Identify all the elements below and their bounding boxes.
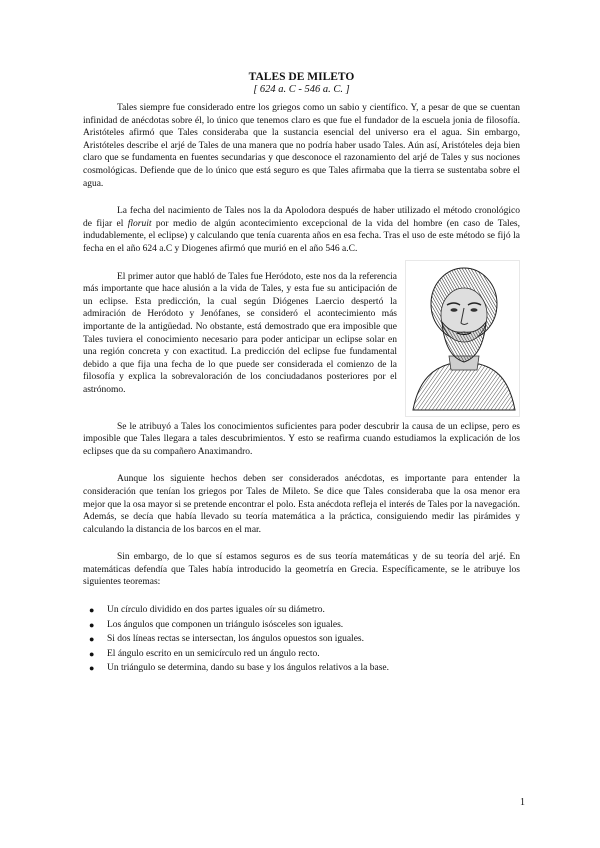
paragraph-mathematics: Sin embargo, de lo que sí estamos seguros es de sus teoría matemáticas y de su teoría del arjé. En matemáticas defendía que Tales había introducido la geometría en Grecia. Específicamente, se le atribuye los siguientes teoremas:	[83, 552, 520, 588]
document-title: TALES DE MILETO	[248, 71, 355, 83]
theorem-text: Un círculo dividido en dos partes iguales oír su diámetro.	[107, 605, 325, 616]
paragraph-intro: Tales siempre fue considerado entre los griegos como un sabio y científico. Y, a pesar de que se cuentan infinidad de anécdotas sobre él, lo único que tenemos claro es que fue el fundador de la escuela jonia de filosofía. Aristóteles afirmó que Tales consideraba que la sustancia esencial del universo era el agua. Sin embargo, Aristóteles describe el arjé de Tales de una manera que no podría haber usado Tales. Aún así, Aristóteles deja bien claro que se fundamenta en fuentes secundarias y que desconoce el razonamiento del arjé de Tales y sus nociones cosmológicas. Defiende que de lo único que está seguro es que Tales afirmaba que la tierra se sustentaba sobre el agua.	[83, 103, 520, 189]
theorem-text: Si dos líneas rectas se intersectan, los ángulos opuestos son iguales.	[107, 634, 364, 645]
theorem-text: Un triángulo se determina, dando su base y los ángulos relativos a la base.	[107, 663, 390, 674]
paragraph-birth-date	[83, 205, 520, 255]
list-item	[83, 604, 520, 617]
paragraph-anecdotes: Aunque los siguiente hechos deben ser considerados anécdotas, es importante para entender la consideración que tenían los griegos por Tales de Mileto. Se dice que Tales consideraba que la osa menor era mejor que la osa mayor si se pretende encontrar el polo. Esta anécdota refleja el interés de Tales por la navegación. Además, se decía que había llevado su teoría matemática a la práctica, consiguiendo medir las pirámides y calculando la distancia de los barcos en el mar.	[83, 474, 520, 535]
bullet-icon: ●	[89, 605, 95, 616]
theorems-list	[83, 604, 520, 675]
paragraph-herodotus: El primer autor que habló de Tales fue Heródoto, este nos da la referencia más importante que hace alusión a la vida de Tales, y esta fue su anticipación de un eclipse. Esta predicción, la cual según Diógenes Laercio despertó la admiración de Heródoto y Jenófanes, se consideró el acontecimiento más importante de la antigüedad. No obstante, está demostrado que era imposible que Tales tuviera el conocimiento necesario para poder anticipar un eclipse solar en una región concreta y con exactitud. La predicción del eclipse fue fundamental debido a que fija una fecha de lo que puede ser considerada el comienzo de la filosofía y explica la sobrevaloración de los conciudadanos posteriores por el astrónomo.	[83, 271, 397, 395]
paragraph-birth-date-text: La fecha del nacimiento de Tales nos la da Apolodora después de haber utilizado el método cronológico de fijar el	[83, 206, 520, 229]
bullet-icon: ●	[89, 619, 95, 630]
list-item	[83, 619, 520, 632]
page-content	[83, 70, 520, 677]
list-item	[83, 633, 520, 646]
theorem-text: Los ángulos que componen un triángulo isósceles son iguales.	[107, 619, 344, 630]
floruit-term: floruit	[127, 218, 152, 229]
list-item	[83, 648, 520, 661]
bullet-icon: ●	[89, 663, 95, 674]
paragraph-eclipse: Se le atribuyó a Tales los conocimientos suficientes para poder descubrir la causa de un eclipse, pero es imposible que Tales llegara a tales descubrimientos. Y esto se reafirma cuando estudiamos la explicación de los eclipses que da su compañero Anaximandro.	[83, 421, 520, 457]
page-number: 1	[520, 797, 525, 808]
list-item	[83, 662, 520, 675]
portrait-image	[405, 260, 520, 417]
document-subtitle: [ 624 a. C - 546 a. C. ]	[253, 84, 350, 95]
bullet-icon: ●	[89, 634, 95, 645]
paragraph-birth-date-rest: por medio de algún acontecimiento excepcional de la vida del hombre (en caso de Tales, indudablemente, el eclipse) y calculando que tenía cuarenta años en esa fecha. Tras el uso de este método se fijó la fecha en el año 624 a.C y Diogenes afirmó que murió en el año 546 a.C.	[83, 218, 520, 254]
bullet-icon: ●	[89, 648, 95, 659]
bust-engraving-icon	[405, 260, 520, 417]
theorem-text: El ángulo escrito en un semicírculo red un ángulo recto.	[107, 648, 320, 659]
